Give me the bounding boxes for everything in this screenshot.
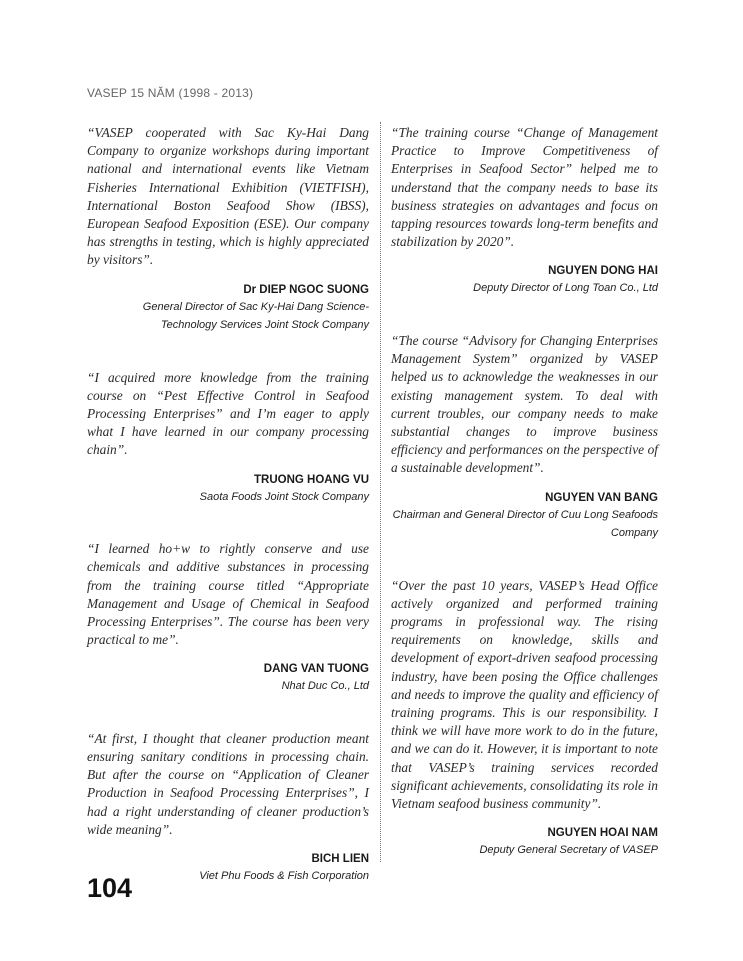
testimonial-title: Deputy Director of Long Toan Co., Ltd [473,282,658,295]
testimonial-name: NGUYEN HOAI NAM [547,827,658,840]
testimonial [87,730,369,886]
testimonial-title: Chairman and General Director of Cuu Long Seafoods Company [392,508,658,540]
testimonial-title: Viet Phu Foods & Fish Corporation [199,870,369,883]
testimonial-name: BICH LIEN [311,853,369,866]
testimonial-title: Nhat Duc Co., Ltd [281,680,369,693]
testimonial-quote: “I acquired more knowledge from the training course on “Pest Effective Control in Seafood Processing Enterprises” and I’m eager to apply what I have learned in our company processing chain”. [87,369,369,458]
testimonial-name: NGUYEN VAN BANG [545,491,658,504]
testimonial-quote: “Over the past 10 years, VASEP’s Head Office actively organized and performed training programs in professional way. The rising requirements on knowledge, skills and development of export-driven seafood processing industry, have been posing the Office challenges and needs to improve the quality and efficiency of training programs. This is our responsibility. I think we will have more work to do in the future, and we can do it. However, it is important to note that VASEP’s training services recorded significant achievements, consolidating its role in Vietnam seafood business community”. [391,577,658,811]
testimonial-title: Deputy General Secretary of VASEP [479,844,658,857]
left-column [87,124,369,886]
testimonial [87,540,369,696]
right-column [391,124,658,860]
testimonial-quote: “VASEP cooperated with Sac Ky-Hai Dang Company to organize workshops during important national and international events like Vietnam Fisheries International Exhibition (VIETFISH), International Boston Seafood Show (IBSS), European Seafood Exposition (ESE). Our company has strengths in testing, which is highly appreciated by visitors”. [87,125,369,268]
testimonial-quote: “I learned ho+w to rightly conserve and use chemicals and additive substances in processing from the training course titled “Appropriate Management and Usage of Chemical in Seafood Processing Enterprises”. The course has been very practical to me”. [87,541,369,648]
testimonial-quote: “At first, I thought that cleaner production meant ensuring sanitary conditions in processing chain. But after the course on “Application of Cleaner Production in Seafood Processing Enterprises”, I had a right understanding of cleaner production’s wide meaning”. [87,730,369,837]
testimonial-name: Dr DIEP NGOC SUONG [243,283,369,296]
testimonial-quote: “The training course “Change of Management Practice to Improve Competitiveness of Enterprises in Seafood Sector” helped me to understand that the company needs to base its business strategies on advantages and focus on tapping resources towards long-term benefits and stabilization by 2020”. [391,125,658,250]
testimonial-name: DANG VAN TUONG [263,663,369,676]
testimonial-name: TRUONG HOANG VU [254,473,369,486]
page-number: 104 [87,873,133,903]
column-divider [380,122,381,862]
testimonial [391,577,658,860]
running-header: VASEP 15 NĂM (1998 - 2013) [87,86,254,100]
testimonial [391,124,658,298]
testimonial-name: NGUYEN DONG HAI [548,265,658,278]
testimonial-title: Saota Foods Joint Stock Company [199,490,369,503]
testimonial [391,332,658,543]
testimonial-title: General Director of Sac Ky-Hai Dang Science-Technology Services Joint Stock Company [142,300,369,332]
testimonial-quote: “The course “Advisory for Changing Enterprises Management System” organized by VASEP helped us to acknowledge the weaknesses in our existing management system. To deal with current troubles, our company needs to make substantial changes to improve business efficiency and performances on the perspective of a sustainable development”. [391,332,658,476]
testimonial [87,369,369,507]
testimonial [87,124,369,335]
